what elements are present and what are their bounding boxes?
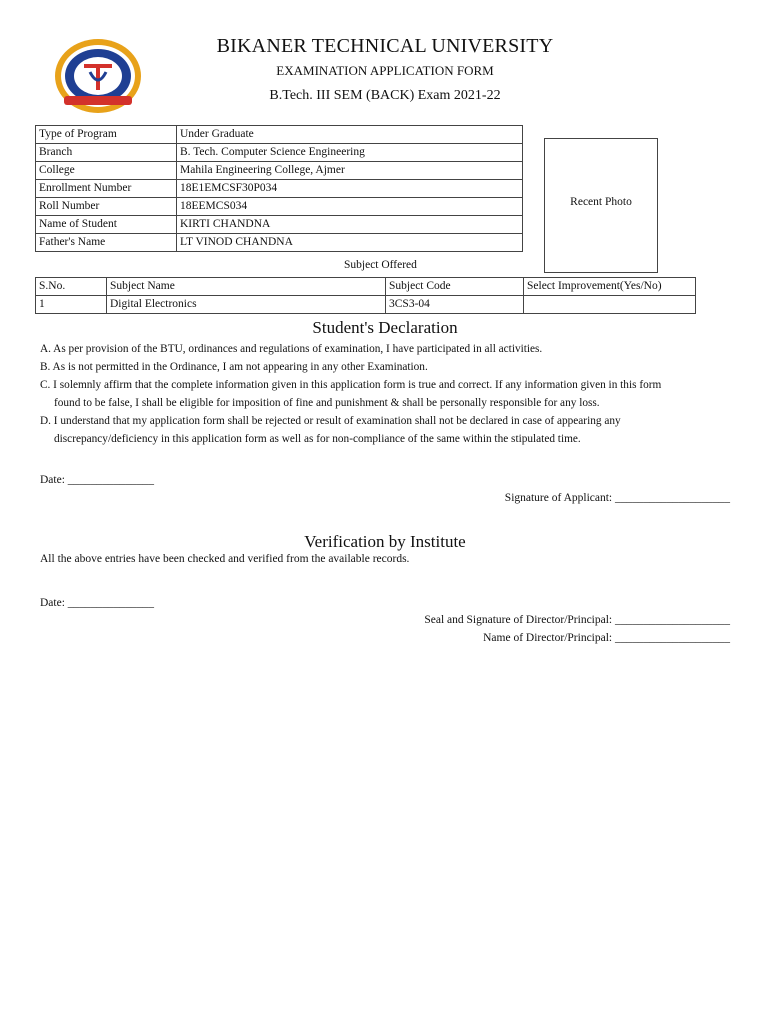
applicant-signature: Signature of Applicant: ____________________ (504, 492, 730, 504)
declaration-b: B. As is not permitted in the Ordinance, I am not appearing in any other Examination. (40, 361, 428, 373)
photo-box (544, 138, 658, 273)
director-name: Name of Director/Principal: ____________________ (483, 632, 730, 644)
verification-text: All the above entries have been checked and verified from the available records. (40, 553, 410, 565)
verification-heading: Verification by Institute (304, 532, 466, 551)
table-row: Roll Number 18EEMCS034 (36, 198, 523, 216)
subject-offered-caption: Subject Offered (344, 259, 417, 271)
student-info-table (35, 125, 523, 252)
table-row: Type of Program Under Graduate (36, 126, 523, 144)
table-row: 1 Digital Electronics 3CS3-04 (36, 296, 696, 314)
declaration-c: C. I solemnly affirm that the complete information given in this application form is true and correct. If any information given in this form found to be false, I shall be eligible for imposition of fine and punishment & shall be personally responsible for any loss. (40, 379, 662, 409)
declaration-a: A. As per provision of the BTU, ordinances and regulations of examination, I have participated in all activities. (40, 343, 543, 355)
verification-date: Date: _______________ (40, 597, 155, 609)
university-name: BIKANER TECHNICAL UNIVERSITY (216, 35, 554, 57)
table-row: Enrollment Number 18E1EMCSF30P034 (36, 180, 523, 198)
declaration-heading: Student's Declaration (312, 318, 458, 337)
table-row: Branch B. Tech. Computer Science Engineering (36, 144, 523, 162)
subjects-table (35, 277, 696, 314)
declaration-d: D. I understand that my application form shall be rejected or result of examination shall not be declared in case of appearing any discrepancy/deficiency in this application form as well as for non-compliance of the same within the stipulated time. (40, 415, 621, 445)
exam-title: B.Tech. III SEM (BACK) Exam 2021-22 (269, 88, 501, 103)
table-row: Name of Student KIRTI CHANDNA (36, 216, 523, 234)
table-header-row: S.No. Subject Name Subject Code Select Improvement(Yes/No) (36, 278, 696, 296)
improvement-cell (524, 296, 696, 314)
table-row: College Mahila Engineering College, Ajmer (36, 162, 523, 180)
director-seal-signature: Seal and Signature of Director/Principal: ____________________ (424, 614, 730, 626)
table-row: Father's Name LT VINOD CHANDNA (36, 234, 523, 252)
photo-label: Recent Photo (570, 196, 632, 208)
form-title: EXAMINATION APPLICATION FORM (276, 63, 494, 78)
declaration-date: Date: _______________ (40, 474, 155, 486)
